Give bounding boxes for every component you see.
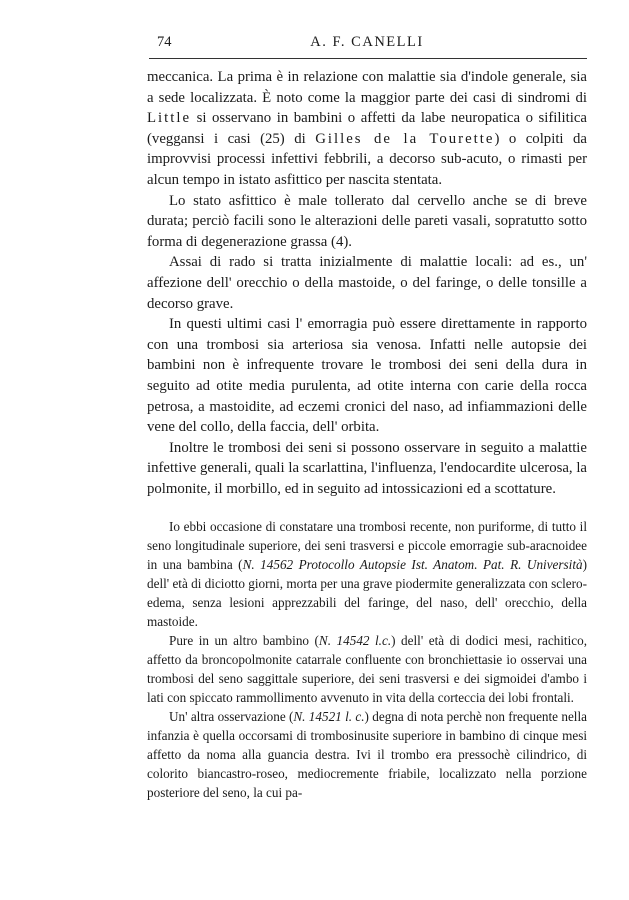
note-1: Io ebbi occasione di constatare una trombosi recente, non puriforme, di tutto il seno longitudinale superiore, dei seni trasversi e piccole emorragie sub-aracnoidee in una bambina (N. 14562 Protocollo Autopsie Ist. Anatom. Pat. R. Università) dell' età di diciotto giorni, morta per una grave piodermite generalizzata con sclero-edema, senza lesioni apprezzabili del faringe, del naso, dell' orecchio, della mastoide. <box>147 519 587 629</box>
header-rule <box>149 58 587 59</box>
page-number: 74 <box>157 34 172 50</box>
running-head: A. F. CANELLI <box>310 34 424 50</box>
paragraph-2: Lo stato asfittico è male tollerato dal cervello anche se di breve durata; perciò facili sono le alterazioni delle pareti vasali, sopratutto sotto forma di degenerazione grassa (4). <box>147 192 587 250</box>
author-name-little: Little <box>147 110 192 127</box>
paragraph-4: In questi ultimi casi l' emorragia può essere direttamente in rapporto con una trombosi sia arteriosa sia venosa. Infatti nelle autopsie dei bambini non è infrequente trovare le trombosi dei seni della dura in seguito ad otite media purulenta, ad otite interna con carie della rocca petrosa, a mastoidite, ad eczemi cronici del naso, ad infiammazioni delle vene del collo, della faccia, dell' orbita. <box>147 316 587 436</box>
paragraph-5: Inoltre le trombosi dei seni si possono osservare in seguito a malattie infettive generali, quali la scarlattina, l'influenza, l'endocardite ulcerosa, la polmonite, il morbillo, ed in seguito ad intossicazioni ed a scottature. <box>147 439 587 497</box>
case-notes <box>147 517 587 802</box>
note-3: Un' altra osservazione (N. 14521 l. c.) degna di nota perchè non frequente nella infanzia è quella occorsami di trombosinusite superiore in bambino di cinque mesi affetto da noma alla guancia destra. Ivi il trombo era pressochè cilindrico, di colorito biancastro-roseo, mediocremente friabile, localizzato nella porzione posteriore del seno, la cui pa- <box>147 709 587 800</box>
main-text <box>147 67 587 499</box>
page-header <box>147 34 587 54</box>
paragraph-1: meccanica. La prima è in relazione con malattie sia d'indole generale, sia a sede localizzata. È noto come la maggior parte dei casi di sindromi di Little si osservano in bambini o affetti da labe neuropatica o sifilitica (veggansi i casi (25) di Gilles de la Tourette) o colpiti da improvvisi processi infettivi febbrili, a decorso sub-acuto, o rimasti per alcun tempo in istato asfittico per nascita stentata. <box>147 69 587 188</box>
paragraph-3: Assai di rado si tratta inizialmente di malattie locali: ad es., un' affezione dell' orecchio o della mastoide, o del faringe, o delle tonsille a decorso grave. <box>147 254 587 312</box>
note-2-reference: N. 14542 l.c. <box>318 633 392 648</box>
author-name-gilles: Gilles de la Tourette <box>315 130 495 147</box>
note-1-reference: N. 14562 Protocollo Autopsie Ist. Anatom. Pat. R. Università <box>242 557 583 572</box>
note-3-reference: N. 14521 l. c. <box>293 709 365 724</box>
note-2: Pure in un altro bambino (N. 14542 l.c.) dell' età di dodici mesi, rachitico, affetto da broncopolmonite catarrale confluente con bronchiettasie io osservai una trombosi del seno saggittale superiore, dei seni trasversi e dei sigmoidei d'ambo i lati con spiccato rammollimento avvenuto in vita della corteccia dei lobi frontali. <box>147 633 588 705</box>
